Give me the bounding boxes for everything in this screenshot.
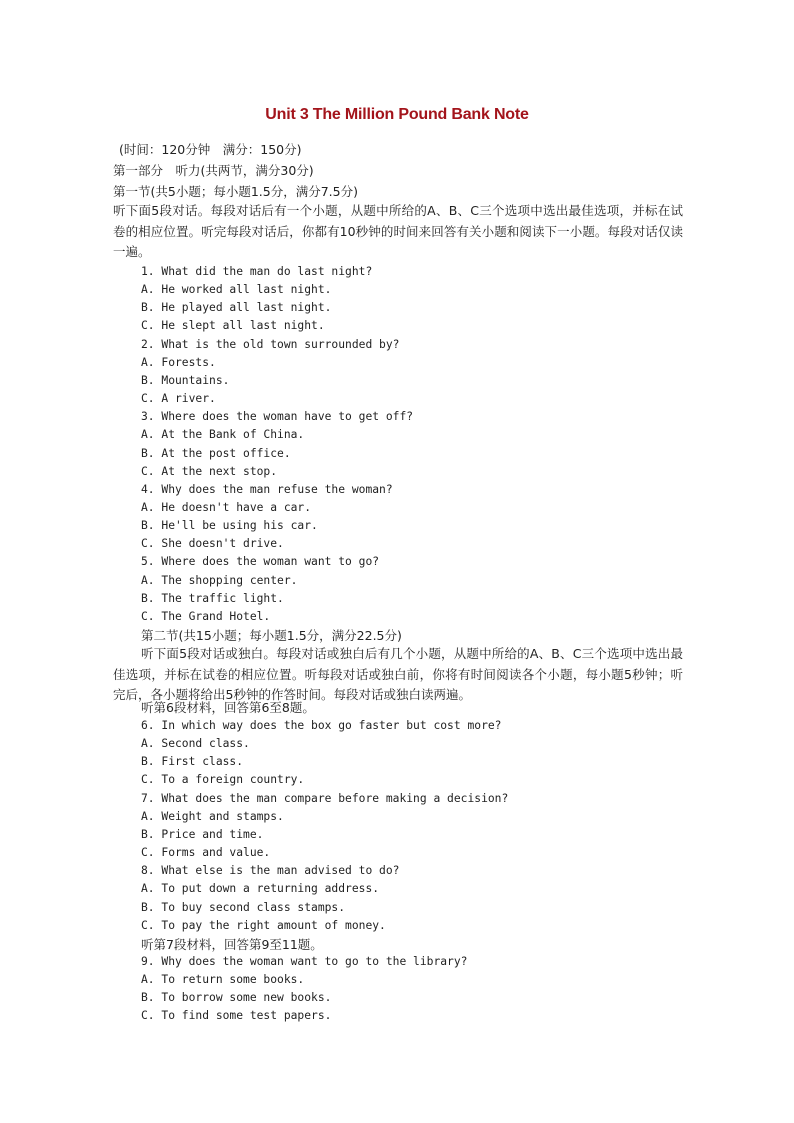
answer-option: C. She doesn't drive. [141,537,284,551]
answer-option: C. A river. [141,392,216,406]
question-stem: 4. Why does the man refuse the woman? [141,482,393,496]
time-info: (时间：120分钟 满分：150分) [119,142,302,157]
answer-option: A. Weight and stamps. [141,809,284,823]
part1-heading: 第一部分 听力(共两节，满分30分) [113,163,314,178]
question-stem: 3. Where does the woman have to get off? [141,410,414,424]
question-stem: 2. What is the old town surrounded by? [141,337,400,351]
answer-option: B. Mountains. [141,373,230,387]
answer-option: A. He doesn't have a car. [141,500,312,514]
answer-option: C. To find some test papers. [141,1009,332,1023]
question-stem: 1. What did the man do last night? [141,265,373,278]
section2-instructions: 听下面5段对话或独白。每段对话或独白后有几个小题，从题中所给的A、B、C三个选项中选出最佳选项，并标在试卷的相应位置。听每段对话或独白前，你将有时间阅读各个小题，每小题5秒钟；听完后，各小题将给出5秒钟的作答时间。每段对话或独白读两遍。 [113,646,683,702]
answer-option: A. Second class. [141,737,250,751]
answer-option: B. To buy second class stamps. [141,900,346,914]
section1-heading: 第一节(共5小题；每小题1.5分，满分7.5分) [113,184,358,199]
material6-heading: 听第6段材料，回答第6至8题。 [141,700,315,715]
answer-option: B. To borrow some new books. [141,991,332,1005]
answer-option: B. He played all last night. [141,301,332,315]
answer-option: C. At the next stop. [141,464,278,478]
question-stem: 9. Why does the woman want to go to the library? [141,955,468,968]
answer-option: A. He worked all last night. [141,283,332,297]
answer-option: B. Price and time. [141,827,264,841]
section2-heading: 第二节(共15小题；每小题1.5分，满分22.5分) [141,628,402,643]
question-stem: 5. Where does the woman want to go? [141,555,380,569]
answer-option: B. At the post office. [141,446,291,460]
document-title: Unit 3 The Million Pound Bank Note [265,106,529,123]
question-stem: 7. What does the man compare before making a decision? [141,791,509,805]
answer-option: A. Forests. [141,355,216,369]
answer-option: A. To put down a returning address. [141,882,380,896]
answer-option: C. To pay the right amount of money. [141,918,386,932]
question-stem: 8. What else is the man advised to do? [141,864,400,878]
answer-option: B. He'll be using his car. [141,519,318,533]
answer-option: A. The shopping center. [141,573,298,587]
answer-option: C. He slept all last night. [141,319,325,333]
material7-heading: 听第7段材料，回答第9至11题。 [141,937,323,952]
section1-instructions: 听下面5段对话。每段对话后有一个小题，从题中所给的A、B、C三个选项中选出最佳选项，并标在试卷的相应位置。听完每段对话后，你都有10秒钟的时间来回答有关小题和阅读下一小题。每段对话仅读一遍。 [113,203,683,259]
question-stem: 6. In which way does the box go faster but cost more? [141,719,502,732]
answer-option: C. Forms and value. [141,846,271,860]
answer-option: B. First class. [141,755,244,769]
answer-option: A. At the Bank of China. [141,428,305,442]
answer-option: B. The traffic light. [141,591,284,605]
answer-option: C. The Grand Hotel. [141,609,271,623]
answer-option: C. To a foreign country. [141,773,305,787]
answer-option: A. To return some books. [141,973,305,987]
